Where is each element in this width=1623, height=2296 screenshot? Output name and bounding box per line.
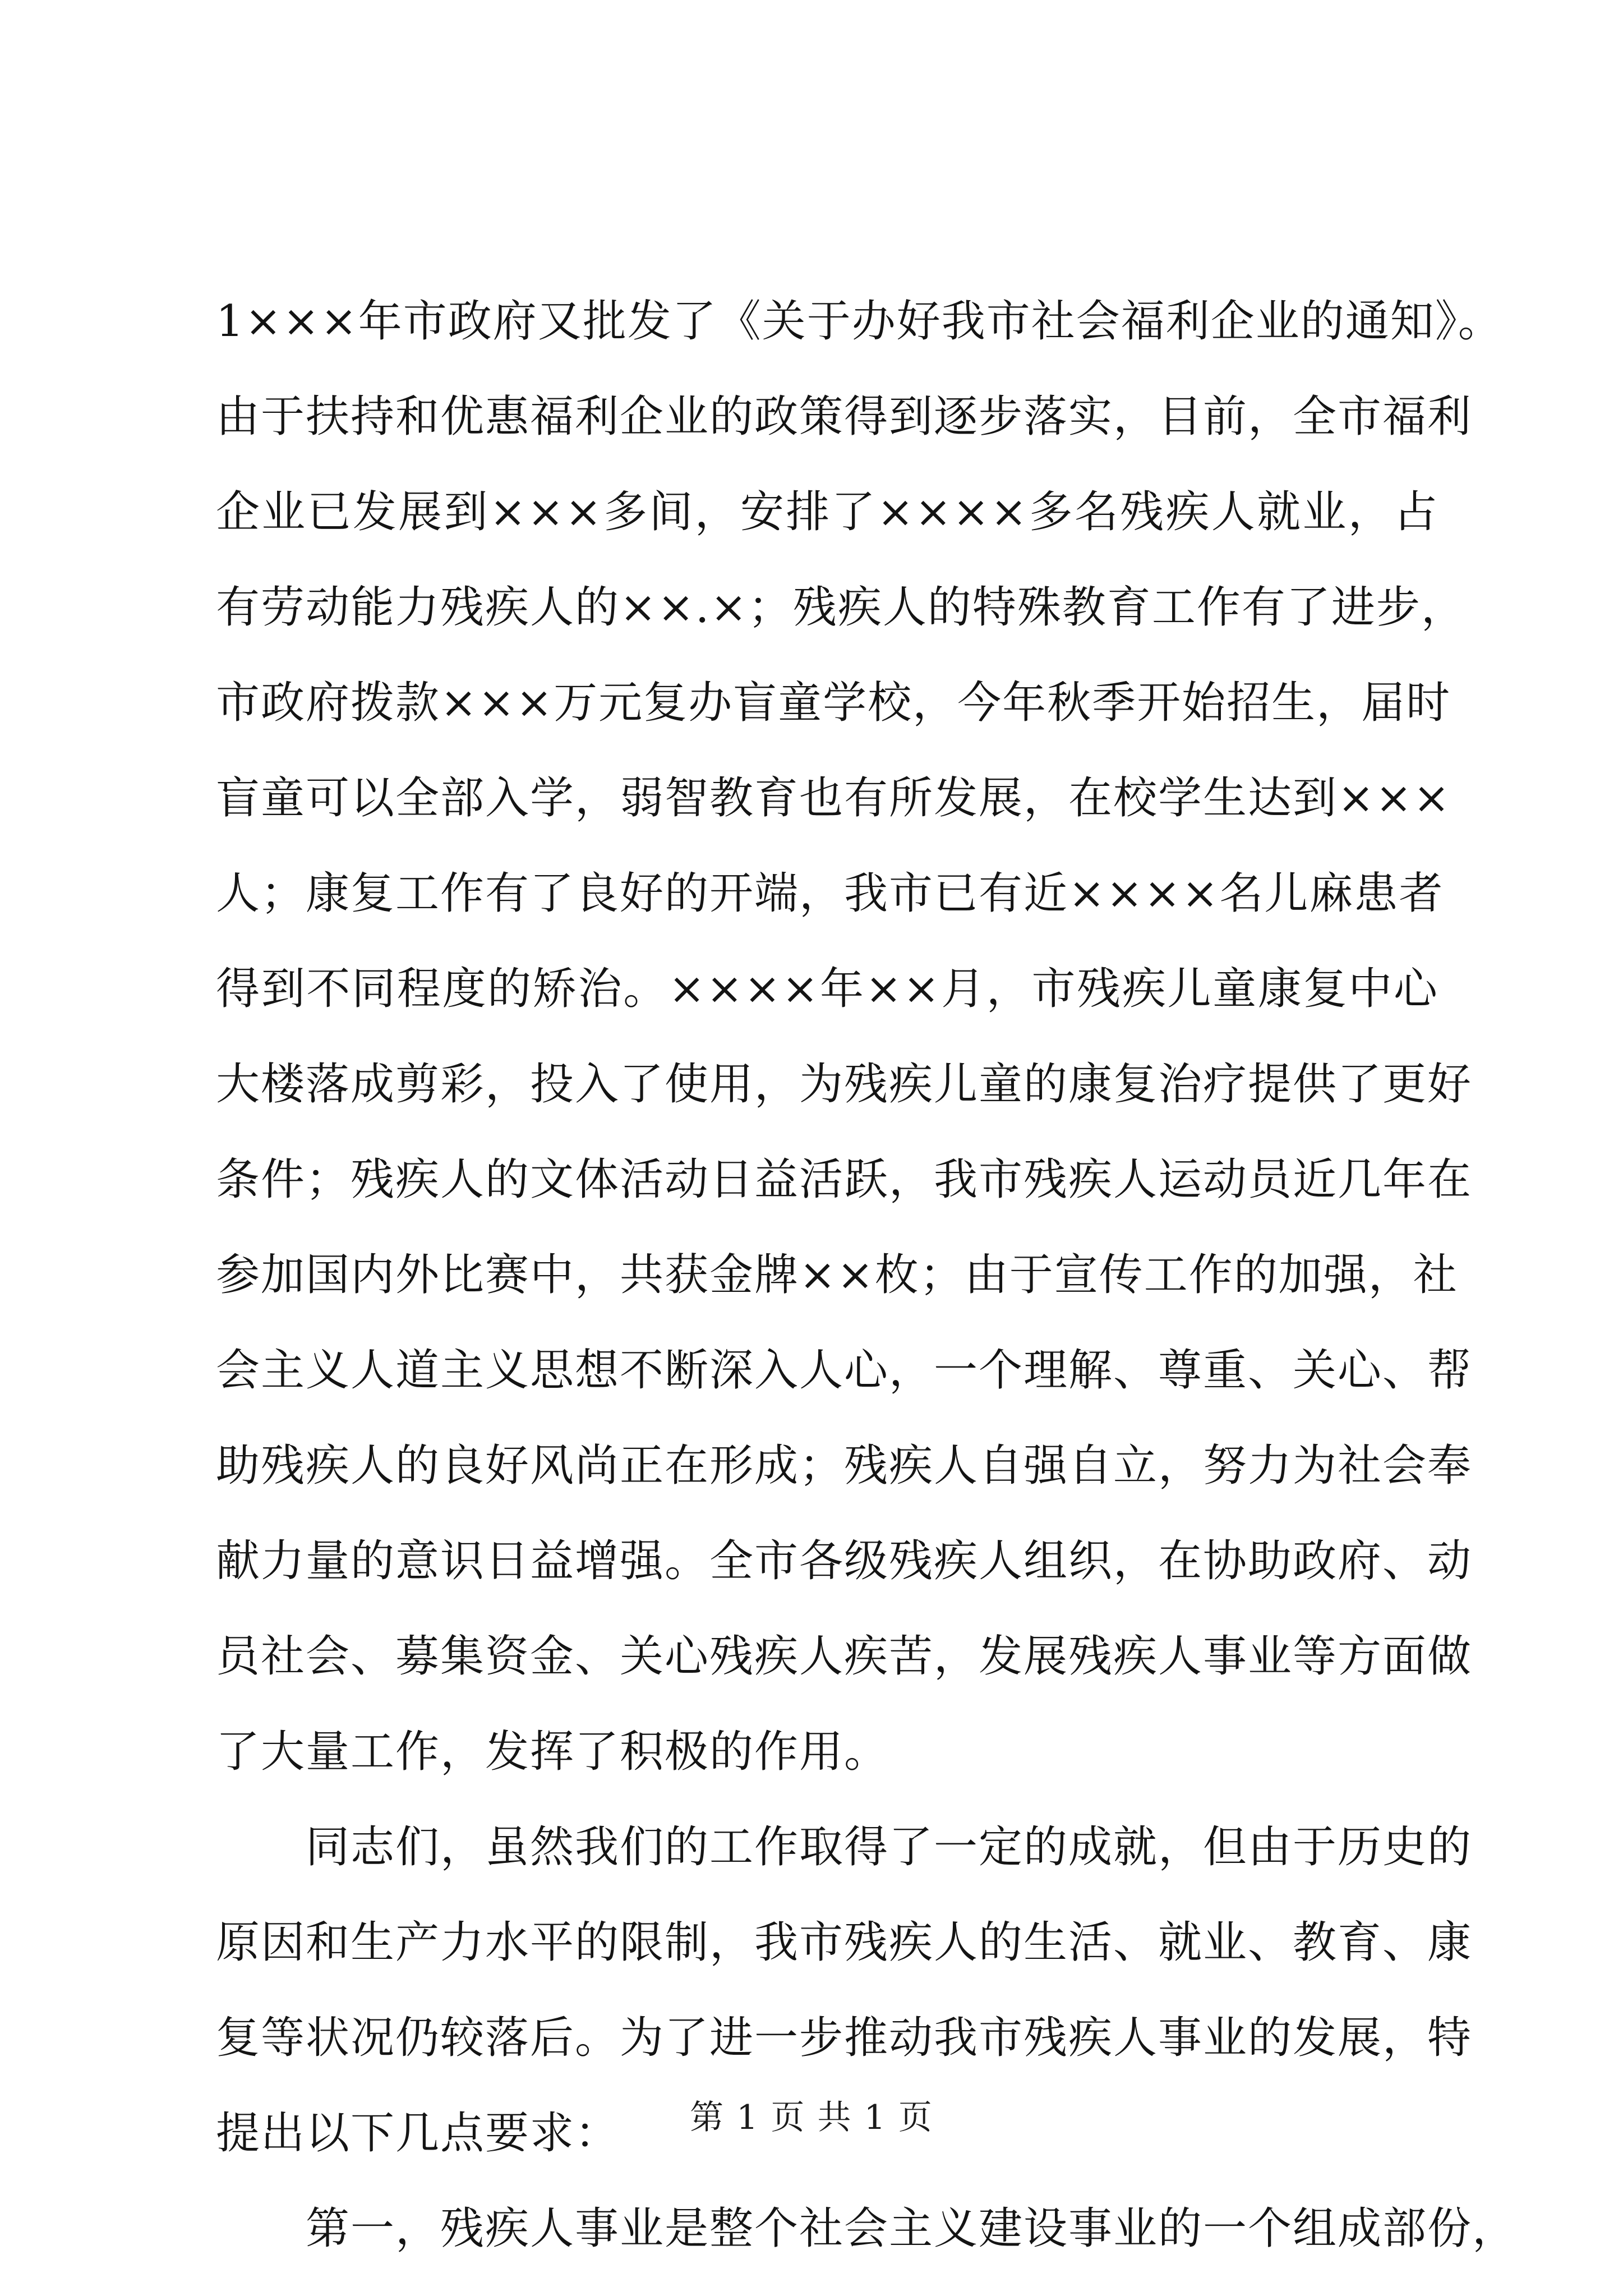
text-line: 盲童可以全部入学，弱智教育也有所发展，在校学生达到××× [216, 773, 1451, 823]
text-line: 1×××年市政府又批发了《关于办好我市社会福利企业的通知》。 [216, 296, 1503, 347]
text-line: 助残疾人的良好风尚正在形成；残疾人自强自立，努力为社会奉 [216, 1441, 1473, 1491]
text-line: 有劳动能力残疾人的××.×；残疾人的特殊教育工作有了进步， [216, 582, 1466, 633]
text-line: 提出以下几点要求： [216, 2108, 620, 2159]
text-line: 市政府拨款×××万元复办盲童学校，今年秋季开始招生，届时 [216, 678, 1451, 728]
text-line: 复等状况仍较落后。为了进一步推动我市残疾人事业的发展，特 [216, 2013, 1473, 2063]
text-line: 大楼落成剪彩，投入了使用，为残疾儿童的康复治疗提供了更好 [216, 1059, 1473, 1110]
text-line: 献力量的意识日益增强。全市各级残疾人组织，在协助政府、动 [216, 1536, 1473, 1586]
body-text [216, 274, 1518, 2276]
text-line: 人；康复工作有了良好的开端，我市已有近××××名儿麻患者 [216, 868, 1444, 919]
paragraph-first-line: 同志们，虽然我们的工作取得了一定的成就，但由于历史的 [306, 1822, 1473, 1872]
text-line: 得到不同程度的矫治。××××年××月，市残疾儿童康复中心 [216, 964, 1438, 1014]
text-line: 了大量工作，发挥了积极的作用。 [216, 1727, 889, 1777]
text-line: 条件；残疾人的文体活动日益活跃，我市残疾人运动员近几年在 [216, 1154, 1473, 1205]
paragraph-first-line: 第一，残疾人事业是整个社会主义建设事业的一个组成部份， [306, 2203, 1518, 2254]
text-line: 会主义人道主义思想不断深入人心，一个理解、尊重、关心、帮 [216, 1345, 1473, 1396]
page-footer: 第 1 页 共 1 页 [690, 2098, 933, 2137]
text-line: 参加国内外比赛中，共获金牌××枚；由于宣传工作的加强，社 [216, 1250, 1458, 1300]
text-line: 由于扶持和优惠福利企业的政策得到逐步落实，目前，全市福利 [216, 392, 1473, 442]
text-line: 员社会、募集资金、关心残疾人疾苦，发展残疾人事业等方面做 [216, 1631, 1473, 1682]
text-line: 原因和生产力水平的限制，我市残疾人的生活、就业、教育、康 [216, 1917, 1473, 1968]
text-line: 企业已发展到×××多间，安排了××××多名残疾人就业，占 [216, 487, 1438, 537]
